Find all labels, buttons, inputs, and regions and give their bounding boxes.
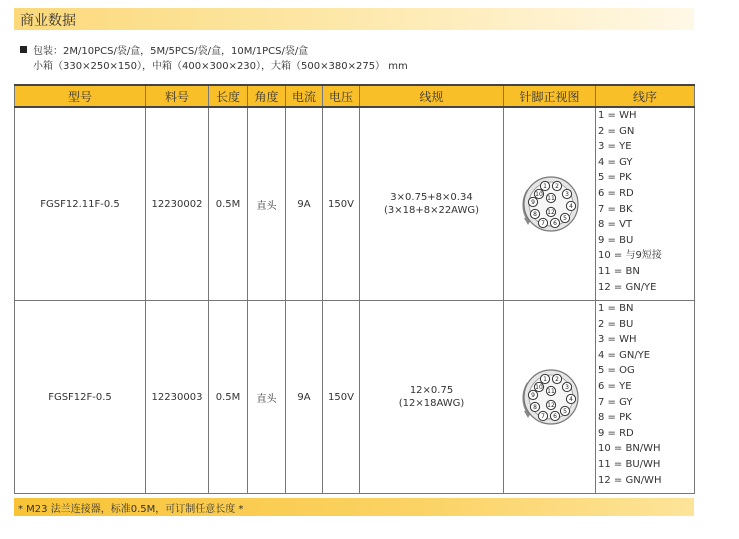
connector-pin-label: 10 bbox=[534, 384, 543, 392]
packaging-text: 包装：2M/10PCS/袋/盒，5M/5PCS/袋/盒，10M/1PCS/袋/盒 bbox=[33, 46, 309, 57]
wire-order-item: 6 = RD bbox=[598, 187, 634, 199]
footer-note-bar bbox=[14, 498, 694, 516]
wire-order-item: 5 = OG bbox=[598, 365, 635, 377]
connector-pin-label: 12 bbox=[546, 402, 555, 410]
cell-voltage: 150V bbox=[323, 301, 360, 494]
cell-voltage: 150V bbox=[323, 107, 360, 301]
packaging-info bbox=[20, 44, 408, 74]
connector-pin-label: 4 bbox=[568, 396, 573, 404]
connector-pin-label: 3 bbox=[564, 191, 569, 199]
connector-pin-label: 10 bbox=[534, 191, 543, 199]
wire-order-item: 3 = YE bbox=[598, 141, 632, 153]
connector-pin-diagram-icon bbox=[514, 361, 586, 433]
connector-pin-label: 7 bbox=[540, 413, 545, 421]
section-header bbox=[14, 8, 694, 30]
wire-order-item: 5 = PK bbox=[598, 172, 632, 184]
cell-pin-view bbox=[504, 301, 596, 494]
connector-pin-label: 3 bbox=[564, 384, 569, 392]
connector-pin-label: 2 bbox=[554, 183, 559, 191]
section-title: 商业数据 bbox=[20, 13, 76, 29]
table-header-row bbox=[15, 85, 695, 107]
cell-angle: 直头 bbox=[248, 301, 286, 494]
wire-order-item: 6 = YE bbox=[598, 380, 632, 392]
connector-pin-label: 6 bbox=[552, 220, 557, 228]
cell-model: FGSF12.11F-0.5 bbox=[15, 107, 146, 301]
cell-wire-order bbox=[596, 107, 695, 301]
header-current: 电流 bbox=[286, 85, 323, 107]
table-row bbox=[15, 301, 695, 494]
wire-order-item: 4 = GY bbox=[598, 156, 633, 168]
wire-order-item: 1 = BN bbox=[598, 303, 634, 314]
wire-gauge-line-2: (12×18AWG) bbox=[398, 398, 465, 409]
connector-pin-label: 11 bbox=[546, 388, 555, 396]
wire-order-item: 8 = VT bbox=[598, 219, 633, 231]
wire-gauge-line-1: 12×0.75 bbox=[409, 385, 454, 396]
header-voltage: 电压 bbox=[323, 85, 360, 107]
wire-order-item: 2 = GN bbox=[598, 125, 635, 137]
cell-pin-view bbox=[504, 107, 596, 301]
cell-angle: 直头 bbox=[248, 107, 286, 301]
cell-length: 0.5M bbox=[209, 107, 248, 301]
square-bullet-icon bbox=[20, 46, 27, 53]
wire-order-item: 8 = PK bbox=[598, 412, 632, 424]
wire-order-item: 12 = GN/YE bbox=[598, 281, 657, 293]
wire-order-item: 10 = BN/WH bbox=[598, 443, 661, 455]
wire-order-item: 9 = BU bbox=[598, 234, 634, 246]
cell-part-no: 12230002 bbox=[146, 107, 209, 301]
connector-pin-label: 9 bbox=[530, 199, 535, 207]
connector-pin-label: 12 bbox=[546, 209, 555, 217]
cell-wire-gauge bbox=[360, 301, 504, 494]
spec-table bbox=[14, 84, 695, 494]
cell-wire-gauge bbox=[360, 107, 504, 301]
connector-pin-label: 2 bbox=[554, 376, 559, 384]
wire-gauge-line-1: 3×0.75+8×0.34 bbox=[390, 192, 473, 203]
packaging-line-2: 小箱（330×250×150），中箱（400×300×230），大箱（500×380×275） mm bbox=[33, 61, 408, 72]
wire-order-item: 11 = BN bbox=[598, 265, 640, 277]
wire-order-item: 7 = GY bbox=[598, 396, 633, 408]
connector-pin-label: 4 bbox=[568, 203, 573, 211]
header-wire-gauge: 线规 bbox=[360, 85, 504, 107]
wire-order-item: 9 = RD bbox=[598, 427, 634, 439]
header-angle: 角度 bbox=[248, 85, 286, 107]
connector-pin-label: 9 bbox=[530, 392, 535, 400]
cell-model: FGSF12F-0.5 bbox=[15, 301, 146, 494]
connector-pin-label: 6 bbox=[552, 413, 557, 421]
wire-order-item: 4 = GN/YE bbox=[598, 349, 651, 361]
header-part-no: 料号 bbox=[146, 85, 209, 107]
header-wire-order: 线序 bbox=[596, 85, 695, 107]
cell-current: 9A bbox=[286, 301, 323, 494]
connector-pin-diagram-icon bbox=[514, 168, 586, 240]
cell-part-no: 12230003 bbox=[146, 301, 209, 494]
wire-order-item: 3 = WH bbox=[598, 334, 637, 346]
packaging-line-1 bbox=[20, 44, 408, 59]
wire-gauge-line-2: (3×18+8×22AWG) bbox=[383, 205, 480, 216]
connector-pin-label: 8 bbox=[532, 404, 537, 412]
wire-order-item: 12 = GN/WH bbox=[598, 474, 662, 486]
header-length: 长度 bbox=[209, 85, 248, 107]
header-model: 型号 bbox=[15, 85, 146, 107]
connector-pin-label: 1 bbox=[542, 183, 547, 191]
wire-order-item: 1 = WH bbox=[598, 110, 637, 121]
cell-length: 0.5M bbox=[209, 301, 248, 494]
table-row bbox=[15, 107, 695, 301]
connector-pin-label: 7 bbox=[540, 220, 545, 228]
header-pin-view: 针脚正视图 bbox=[504, 85, 596, 107]
wire-order-item: 11 = BU/WH bbox=[598, 458, 661, 470]
connector-pin-label: 11 bbox=[546, 195, 555, 203]
connector-pin-label: 8 bbox=[532, 211, 537, 219]
footer-note: * M23 法兰连接器，标准0.5M，可订制任意长度 * bbox=[18, 504, 244, 515]
connector-pin-label: 5 bbox=[562, 215, 567, 223]
cell-current: 9A bbox=[286, 107, 323, 301]
wire-order-item: 7 = BK bbox=[598, 203, 633, 215]
wire-order-item: 10 = 与9短接 bbox=[598, 250, 662, 262]
connector-pin-label: 1 bbox=[542, 376, 547, 384]
wire-order-item: 2 = BU bbox=[598, 318, 634, 330]
cell-wire-order bbox=[596, 301, 695, 494]
connector-pin-label: 5 bbox=[562, 408, 567, 416]
